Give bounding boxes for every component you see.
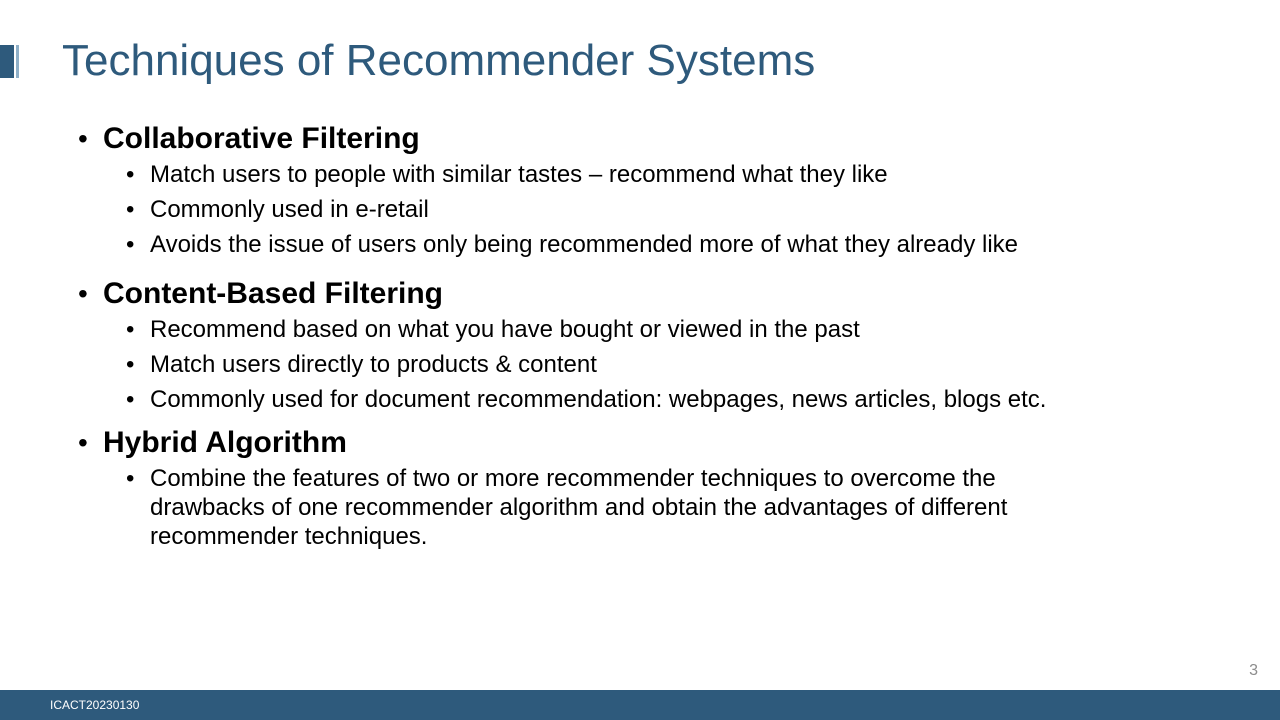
page-number: 3	[1249, 662, 1258, 679]
section-heading-row	[78, 273, 1198, 315]
list-item	[126, 464, 1198, 551]
bullet-icon: •	[126, 231, 135, 258]
bullet-icon: •	[126, 196, 135, 223]
bullet-icon: •	[126, 161, 135, 188]
list-item-text: Match users to people with similar tastes – recommend what they like	[150, 161, 888, 188]
list-item	[126, 160, 1198, 189]
bullet-icon: •	[126, 465, 135, 492]
sub-bullet-list	[78, 315, 1198, 414]
bullet-icon: •	[126, 316, 135, 343]
list-item-text: Commonly used in e-retail	[150, 196, 429, 223]
bullet-icon: •	[126, 386, 135, 413]
slide-content	[78, 118, 1198, 557]
slide-title: Techniques of Recommender Systems	[62, 36, 816, 85]
list-item-text: Combine the features of two or more recommender techniques to overcome the drawbacks of one recommender algorithm and obtain the advantages of different recommender techniques.	[150, 465, 1008, 550]
title-accent-light	[16, 45, 19, 78]
section-heading-row	[78, 422, 1198, 464]
list-item-text: Avoids the issue of users only being recommended more of what they already like	[150, 231, 1019, 258]
bullet-icon: •	[126, 351, 135, 378]
bullet-icon: •	[78, 278, 88, 309]
footer-bar	[0, 690, 1280, 720]
title-accent-dark	[0, 45, 14, 78]
section-content-based-filtering	[78, 273, 1198, 414]
section-collaborative-filtering	[78, 118, 1198, 259]
section-heading-row	[78, 118, 1198, 160]
footer-text: ICACT20230130	[50, 698, 140, 712]
section-heading: Collaborative Filtering	[103, 122, 420, 155]
title-accent-bar	[0, 45, 19, 78]
section-hybrid-algorithm	[78, 422, 1198, 551]
list-item	[126, 195, 1198, 224]
list-item-text: Recommend based on what you have bought or viewed in the past	[150, 316, 860, 343]
sub-bullet-list	[78, 464, 1198, 551]
list-item	[126, 315, 1198, 344]
list-item	[126, 350, 1198, 379]
list-item-text: Commonly used for document recommendation: webpages, news articles, blogs etc.	[150, 386, 1047, 413]
list-item	[126, 230, 1198, 259]
bullet-icon: •	[78, 427, 88, 458]
sub-bullet-list	[78, 160, 1198, 259]
section-heading: Content-Based Filtering	[103, 277, 444, 310]
bullet-icon: •	[78, 123, 88, 154]
list-item-text: Match users directly to products & content	[150, 351, 597, 378]
section-heading: Hybrid Algorithm	[103, 426, 347, 459]
list-item	[126, 385, 1198, 414]
